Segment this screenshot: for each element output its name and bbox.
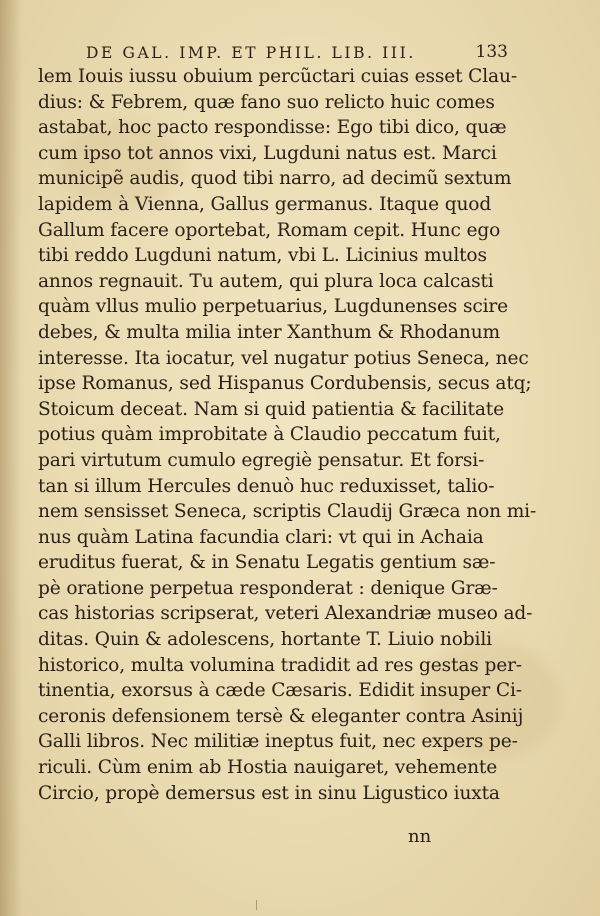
text-line: lapidem à Vienna, Gallus germanus. Itaque quod bbox=[38, 193, 492, 215]
catchword: nn bbox=[408, 826, 432, 847]
page-number: 133 bbox=[475, 42, 508, 62]
text-line: historico, multa volumina tradidit ad res gestas per- bbox=[38, 654, 522, 676]
text-line: tan si illum Hercules denuò huc reduxisset, taliо- bbox=[38, 475, 495, 497]
text-line: tibi reddo Lugduni natum, vbi L. Licinius multos bbox=[38, 245, 487, 267]
text-line: Circio, propè demersus est in sinu Ligustico iuxta bbox=[38, 782, 500, 804]
text-line: Stoicum deceat. Nam si quid patientia & facilitate bbox=[38, 398, 504, 420]
text-line: pari virtutum cumulo egregiè pensatur. Et forsi- bbox=[38, 449, 485, 471]
text-line: Galli libros. Nec militiæ ineptus fuit, nec expers pe- bbox=[38, 731, 518, 753]
text-line: dius: & Febrem, quæ fano suo relicto huic comes bbox=[38, 91, 495, 113]
text-line: debes, & multa milia inter Xanthum & Rhodanum bbox=[38, 321, 501, 343]
body-text bbox=[38, 64, 537, 806]
page-edge-mark bbox=[256, 900, 261, 910]
text-line: cum ipso tot annos vixi, Lugduni natus est. Marci bbox=[38, 142, 497, 164]
gutter-shadow bbox=[0, 0, 22, 916]
text-line: cas historias scripserat, veteri Alexandriæ museo ad- bbox=[38, 603, 533, 625]
text-line: nem sensisset Seneca, scriptis Claudij Græca non mi- bbox=[38, 501, 537, 523]
text-line: ceronis defensionem tersè & eleganter contra Asinij bbox=[38, 705, 524, 727]
text-line: eruditus fuerat, & in Senatu Legatis gentium sæ- bbox=[38, 552, 496, 574]
running-head-title: DE GAL. IMP. ET PHIL. LIB. III. bbox=[86, 44, 416, 62]
text-line: astabat, hoc pacto respondisse: Ego tibi dico, quæ bbox=[38, 117, 507, 139]
text-line: pè oratione perpetua responderat : denique Græ- bbox=[38, 577, 498, 599]
text-line: ipse Romanus, sed Hispanus Cordubensis, secus atq; bbox=[38, 373, 532, 395]
text-line: municipẽ audis, quod tibi narro, ad decimũ sextum bbox=[38, 168, 512, 190]
text-line: lem Iouis iussu obuium percũctari cuias esset Clau- bbox=[38, 66, 517, 87]
text-line: Gallum facere oportebat, Romam cepit. Hunc ego bbox=[38, 219, 501, 241]
text-line: potius quàm improbitate à Claudio peccatum fuit, bbox=[38, 424, 501, 446]
text-line: quàm vllus mulio perpetuarius, Lugdunenses scire bbox=[38, 296, 508, 318]
text-line: ditas. Quin & adolescens, hortante T. Liuio nobili bbox=[38, 629, 492, 651]
text-line: interesse. Ita iocatur, vel nugatur potius Seneca, nec bbox=[38, 347, 529, 369]
text-line: nus quàm Latina facundia clari: vt qui in Achaia bbox=[38, 526, 484, 548]
text-line: riculi. Cùm enim ab Hostia nauigaret, vehemente bbox=[38, 757, 498, 779]
text-line: tinentia, exorsus à cæde Cæsaris. Edidit insuper Ci- bbox=[38, 680, 522, 702]
text-line: annos regnauit. Tu autem, qui plura loca calcasti bbox=[38, 270, 494, 292]
